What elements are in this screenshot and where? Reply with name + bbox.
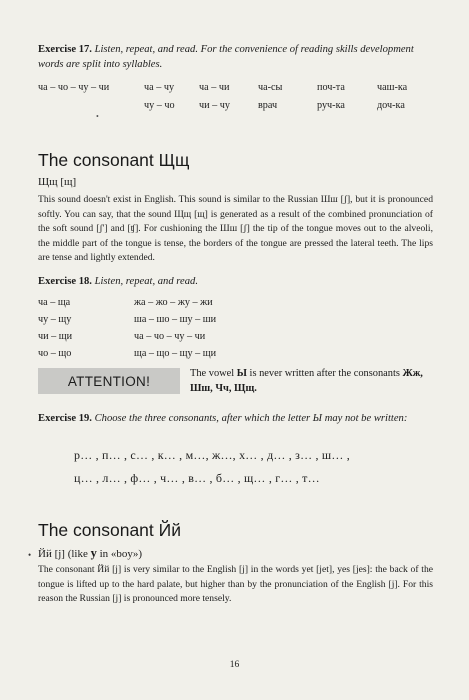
subtitle-part: Йй [j] (like <box>38 548 91 560</box>
attention-consonants: Жж, Шш, Чч, Щщ. <box>190 368 423 394</box>
attention-text-part: The vowel <box>190 368 237 379</box>
stray-dot-mark: • <box>96 112 99 121</box>
exercise-17-instruction: Listen, repeat, and read. For the convenience of reading skills development words are split into syllables. <box>38 44 414 70</box>
exercise-19-instruction: Choose the three consonants, after which the letter Ы may not be written: <box>94 413 408 424</box>
syllable-item: чу – чо <box>144 100 175 111</box>
syllable-item: поч-та <box>317 82 345 93</box>
exercise-17-heading <box>38 42 433 72</box>
exercise-17-label: Exercise 17. <box>38 44 92 55</box>
syllable-pair: чи – щи <box>38 331 73 342</box>
section-subtitle <box>38 546 142 561</box>
syllable-item: руч-ка <box>317 100 345 111</box>
attention-text-part: is never written after the consonants <box>246 368 403 379</box>
exercise-18-heading <box>38 276 198 287</box>
syllable-pair: чу – щу <box>38 314 72 325</box>
syllable-item: врач <box>258 100 278 111</box>
attention-vowel: Ы <box>236 368 247 379</box>
syllable-chain: ша – шо – шу – ши <box>134 314 217 325</box>
exercise-19-label: Exercise 19. <box>38 413 92 424</box>
syllable-item: ча-сы <box>258 82 283 93</box>
section-paragraph: This sound doesn't exist in English. This sound is similar to the Russian Шш [ʃ], but it is pronounced softly. You can say, that the sound Щщ [щ] is generated as a result of the combined pronunciation of the soft sound [ʃ'] and [ʧ]. For cushioning the Шш [ʃ] the tip of the tongue moves out to the alveoli, the middle part of the tongue is tense, the borders of the tongue are pressed the lateral teeth. The lips are tense and lightly extended. <box>38 194 433 264</box>
exercise-18-right-column <box>134 294 216 362</box>
syllable-item: чаш-ка <box>377 82 408 93</box>
exercise-18-instruction: Listen, repeat, and read. <box>94 276 198 287</box>
syllable-item: ча – чи <box>199 82 230 93</box>
page-number: 16 <box>229 660 240 670</box>
syllable-item: ча – чо – чу – чи <box>38 82 110 93</box>
section-paragraph: The consonant Йй [j] is very similar to the English [j] in the words yet [jet], yes [jes]: the back of the tongue is lifted up to the hard palate, but higher than by the pronunciation of the English [j]. For this reason the Russian [j] is pronounced more tensely. <box>38 564 433 605</box>
syllable-item: доч-ка <box>377 100 405 111</box>
syllable-chain: ща – що – щу – щи <box>134 348 217 359</box>
syllable-pair: ча – ща <box>38 297 71 308</box>
exercise-18-label: Exercise 18. <box>38 276 92 287</box>
letter-blank-row: ц… , л… , ф… , ч… , в… , б… , щ… , г… , т… <box>74 471 320 485</box>
exercise-18-left-column <box>38 294 72 362</box>
syllable-item: чи – чу <box>199 100 230 111</box>
letter-blank-row: р… , п… , с… , к… , м…, ж…, х… , д… , з… , ш… , <box>74 448 350 462</box>
syllable-item: ча – чу <box>144 82 175 93</box>
syllable-chain: жа – жо – жу – жи <box>134 297 213 308</box>
syllable-pair: чо – що <box>38 348 72 359</box>
section-subtitle: Щщ [щ] <box>38 176 77 188</box>
exercise-19-heading <box>38 411 433 426</box>
attention-text <box>190 366 435 396</box>
attention-box: ATTENTION! <box>38 368 180 394</box>
section-title: The consonant Йй <box>38 520 181 540</box>
stray-bullet-mark: • <box>28 550 32 560</box>
section-title: The consonant Щщ <box>38 150 190 170</box>
subtitle-part: in «boy») <box>96 548 143 560</box>
subtitle-letter: y <box>90 546 97 560</box>
syllable-chain: ча – чо – чу – чи <box>134 331 206 342</box>
